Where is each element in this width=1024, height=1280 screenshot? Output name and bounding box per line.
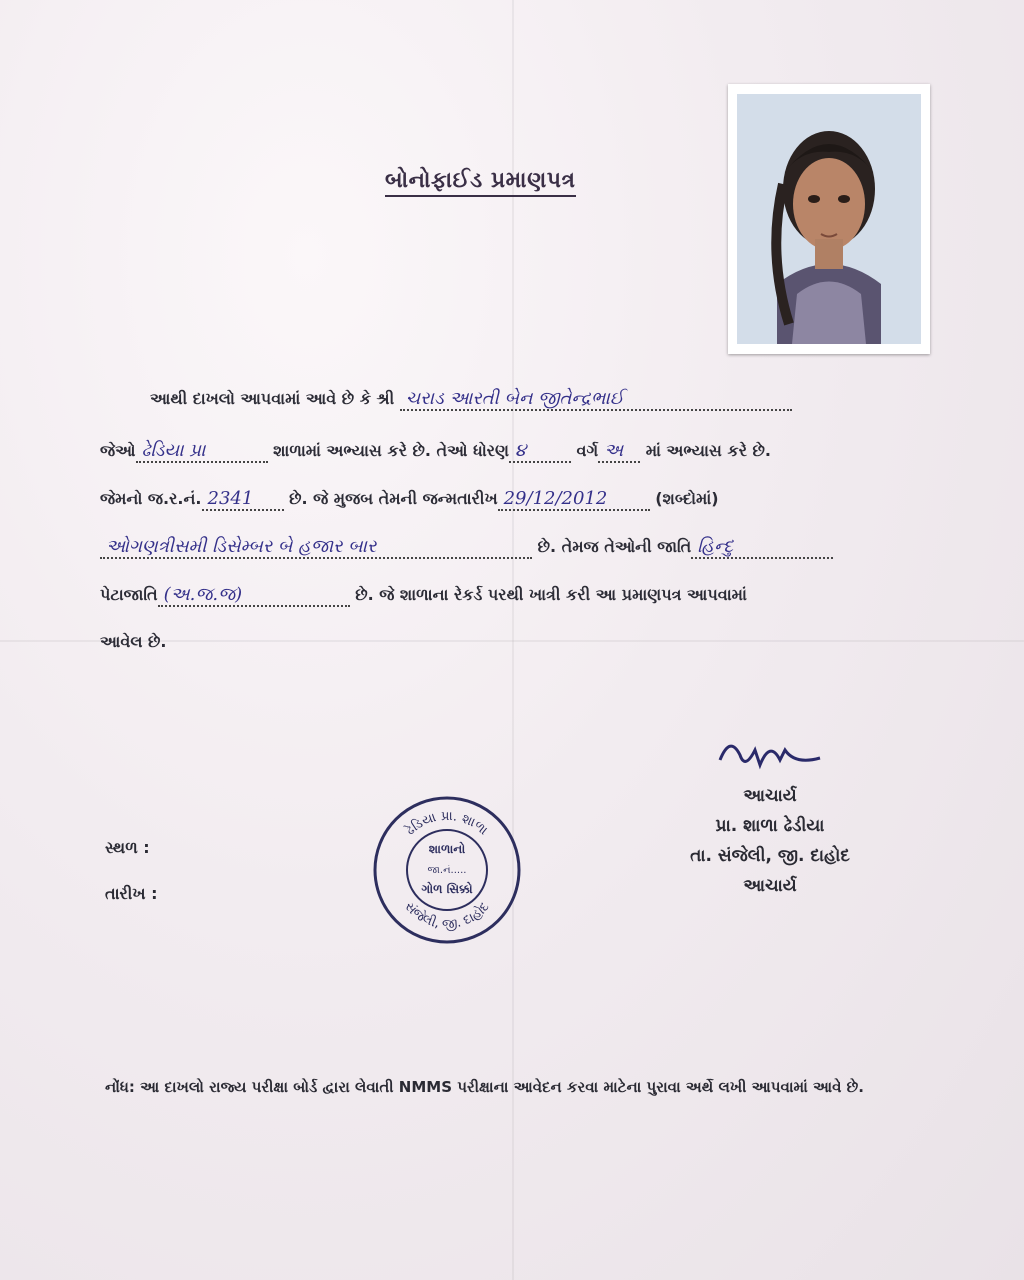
division-value: અ	[598, 440, 640, 463]
signature-icon	[710, 730, 830, 780]
stamp-center-1: શાળાનો	[428, 842, 466, 856]
dob-words-value: ઓગણત્રીસમી ડિસેમ્બર બે હજાર બાર	[100, 536, 532, 559]
footer-note: નોંધ: આ દાખલો રાજ્ય પરીક્ષા બોર્ડ દ્વારા લેવાતી NMMS પરીક્ષાના આવેદન કરવા માટેના પુરાવા અર્થે લખી આપવામાં આવે છે.	[105, 1078, 864, 1096]
line-student-name: આથી દાખલો આપવામાં આવે છે કે શ્રી ચરાડ આરતી બેન જીતેન્દ્રભાઈ	[150, 388, 792, 411]
principal-role: આચાર્ય	[743, 786, 797, 806]
student-portrait-icon	[737, 94, 921, 344]
dob-value: 29/12/2012	[498, 488, 650, 511]
caste-value: હિન્દુ	[691, 536, 833, 559]
school-stamp	[372, 795, 522, 945]
standard-value: ૪	[509, 440, 571, 463]
svg-text:ઢેડિયા પ્રા. શાળા	[402, 809, 490, 839]
line-school: જેઓ ઢેડિયા પ્રા શાળામાં અભ્યાસ કરે છે. તેઓ ધોરણ ૪ વર્ગ અ માં અભ્યાસ કરે છે.	[100, 440, 771, 461]
stamp-center-2: જા.નં.....	[427, 865, 467, 876]
student-photo	[728, 84, 930, 354]
stamp-ring-bottom: સંજેલી, જી. દાહોદ	[401, 899, 493, 933]
svg-text:સંજેલી, જી. દાહોદ	[401, 899, 492, 932]
certificate-title: બોનોફાઈડ પ્રમાણપત્ર	[385, 168, 576, 197]
principal-role-2: આચાર્ય	[743, 876, 797, 896]
principal-address: તા. સંજેલી, જી. દાહોદ	[690, 846, 850, 866]
student-name-value: ચરાડ આરતી બેન જીતેન્દ્રભાઈ	[400, 388, 792, 411]
school-name-value: ઢેડિયા પ્રા	[136, 440, 268, 463]
signature-block	[640, 730, 900, 906]
date-label: તારીખ :	[105, 884, 158, 903]
line-dob: જેમનો જ.ર.નં. 2341 છે. જે મુજબ તેમની જન્મતારીખ 29/12/2012 (શબ્દોમાં)	[100, 488, 719, 509]
stamp-ring-top: ઢેડિયા પ્રા. શાળા	[403, 808, 491, 839]
line-subcaste: પેટાજાતિ (અ.જ.જ) છે. જે શાળાના રેકર્ડ પરથી ખાત્રી કરી આ પ્રમાણપત્ર આપવામાં	[100, 584, 747, 605]
subcaste-value: (અ.જ.જ)	[158, 584, 350, 607]
line-closing: આવેલ છે.	[100, 632, 167, 651]
stamp-center-3: ગોળ સિક્કો	[421, 882, 473, 896]
reg-no-value: 2341	[202, 488, 284, 511]
place-label: સ્થળ :	[105, 838, 150, 857]
principal-school: પ્રા. શાળા ઢેડીયા	[715, 816, 825, 836]
line-caste: ઓગણત્રીસમી ડિસેમ્બર બે હજાર બાર છે. તેમજ તેઓની જાતિ હિન્દુ	[100, 536, 833, 559]
